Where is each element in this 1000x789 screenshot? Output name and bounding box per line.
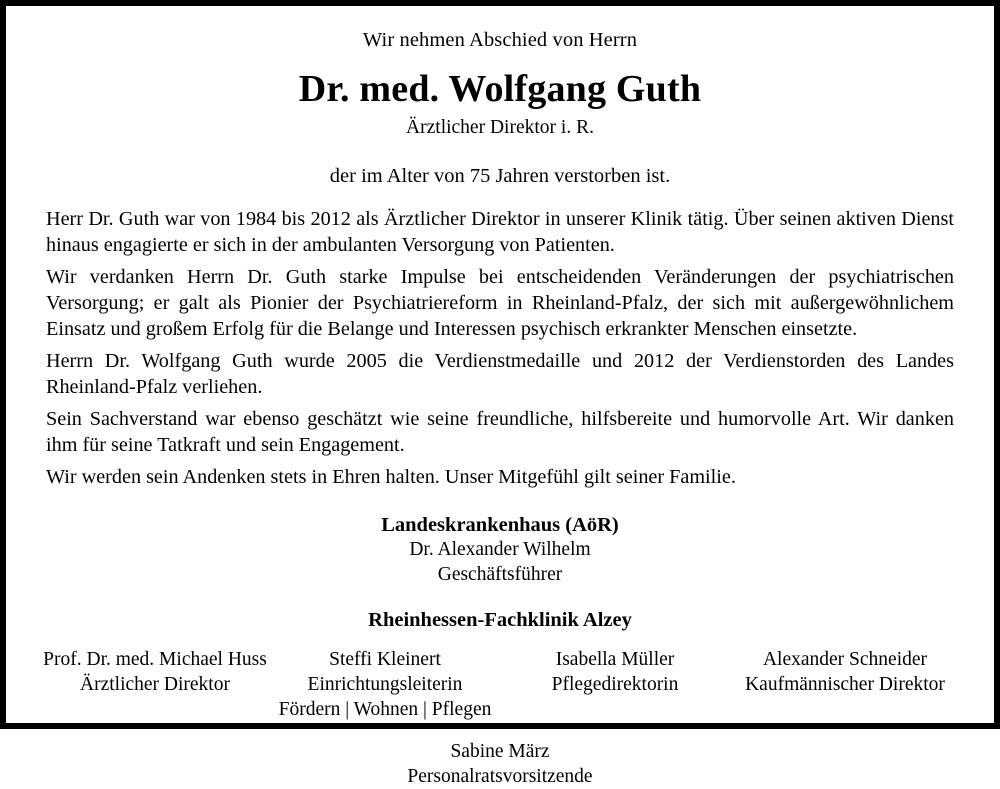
signatory-name: Isabella Müller [555, 648, 675, 670]
signatory-name: Alexander Schneider [762, 648, 928, 670]
signatory-role: Kaufmännischer Direktor [745, 673, 945, 695]
body-paragraph: Herr Dr. Guth war von 1984 bis 2012 als Ärztlicher Direktor in unserer Klinik tätig. Über seinen aktiven Dienst hinaus engagierte er sich in der ambulanten Versorgung von Patienten. [46, 208, 954, 257]
signatory-column [730, 647, 960, 723]
notice-body [40, 207, 960, 491]
signatory-extra: Fördern | Wohnen | Pflegen [278, 699, 492, 721]
final-signatory-name: Sabine März [450, 740, 550, 762]
body-paragraph: Herrn Dr. Wolfgang Guth wurde 2005 die Verdienstmedaille und 2012 der Verdienstorden des Landes Rheinland-Pfalz verliehen. [46, 349, 954, 398]
signatory-column [500, 647, 730, 723]
organization-primary-person: Dr. Alexander Wilhelm [409, 538, 591, 560]
organization-secondary-name: Rheinhessen-Fachklinik Alzey [368, 608, 632, 631]
body-paragraph: Wir werden sein Andenken stets in Ehren halten. Unser Mitgefühl gilt seiner Familie. [46, 465, 736, 488]
deceased-role: Ärztlicher Direktor i. R. [406, 117, 594, 139]
signatory-column [270, 647, 500, 723]
signatory-role: Einrichtungsleiterin [307, 673, 463, 695]
signatory-role: Ärztlicher Direktor [80, 673, 230, 695]
signatory-name: Steffi Kleinert [329, 648, 441, 670]
final-signatory [40, 739, 960, 789]
lead-line: Wir nehmen Abschied von Herrn [362, 29, 638, 51]
age-line: der im Alter von 75 Jahren verstorben ist. [329, 164, 671, 187]
signatory-name: Prof. Dr. med. Michael Huss [43, 648, 267, 670]
signatory-role: Pflegedirektorin [551, 673, 679, 695]
final-signatory-role: Personalratsvorsitzende [407, 765, 593, 787]
signatory-grid [40, 647, 960, 723]
signature-section [40, 513, 960, 789]
notice-header [40, 28, 960, 188]
signatory-column [40, 647, 270, 723]
organization-primary-title: Geschäftsführer [437, 563, 563, 585]
deceased-name: Dr. med. Wolfgang Guth [298, 67, 702, 110]
body-paragraph: Wir verdanken Herrn Dr. Guth starke Impulse bei entscheidenden Veränderungen der psychiatrischen Versorgung; er galt als Pionier der Psychiatriereform in Rheinland-Pfalz, der sich mit außergewöhnlichem Einsatz und großem Erfolg für die Belange und Interessen psychisch erkrankter Menschen einsetzte. [46, 266, 954, 340]
notice-inner [6, 6, 994, 787]
body-paragraph: Sein Sachverstand war ebenso geschätzt wie seine freundliche, hilfsbereite und humorvolle Art. Wir danken ihm für seine Tatkraft und sein Engagement. [46, 407, 954, 456]
organization-primary-name: Landeskrankenhaus (AöR) [381, 513, 619, 536]
